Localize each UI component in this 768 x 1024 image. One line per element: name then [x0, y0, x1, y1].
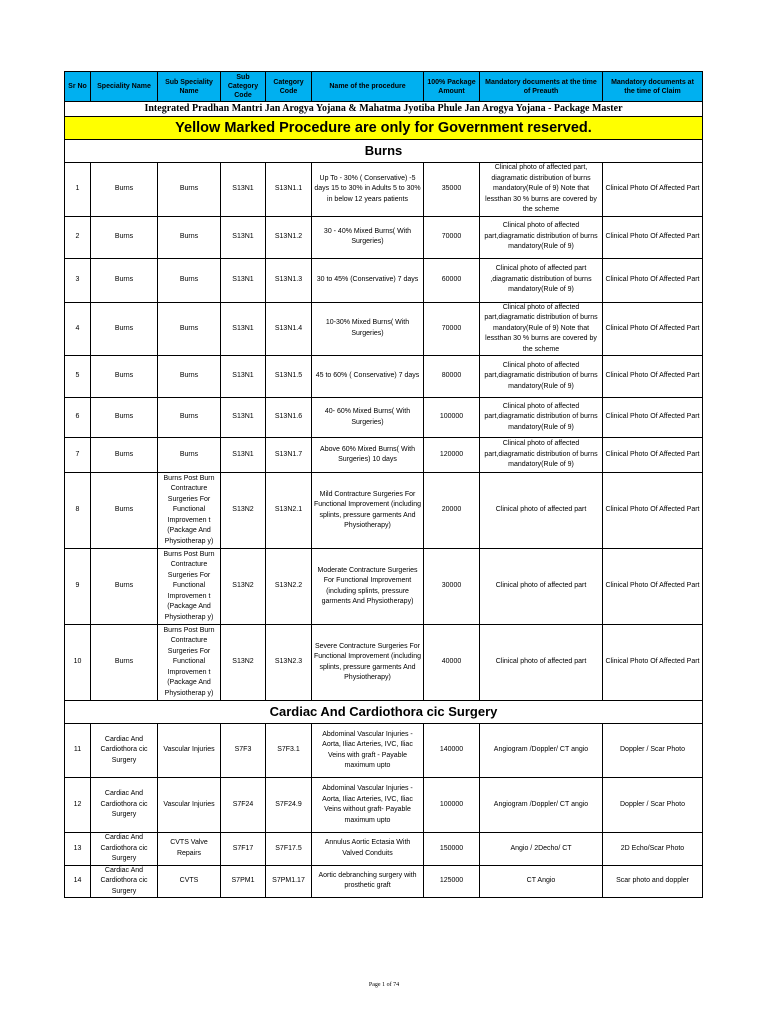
cell-preauth-documents: Clinical photo of affected part [480, 473, 603, 549]
table-row [65, 865, 703, 898]
cell-speciality-name: Cardiac And Cardiothora cic Surgery [91, 724, 158, 778]
cell-procedure-name: Abdominal Vascular Injuries - Aorta, Iliac Arteries, IVC, Iliac Veins with graft - Payable maximum upto [312, 724, 424, 778]
cell-category-code: S7F3.1 [266, 724, 312, 778]
cell-speciality-name: Cardiac And Cardiothora cic Surgery [91, 865, 158, 898]
cell-sr-no: 10 [65, 625, 91, 701]
cell-claim-documents: Scar photo and doppler [603, 865, 703, 898]
cell-sr-no: 3 [65, 258, 91, 302]
cell-preauth-documents: Clinical photo of affected part,diagramatic distribution of burns mandatory(Rule of 9) [480, 216, 603, 258]
header-sub-speciality-name: Sub Speciality Name [158, 72, 221, 102]
cell-category-code: S13N1.6 [266, 398, 312, 438]
cell-category-code: S13N1.2 [266, 216, 312, 258]
cell-preauth-documents: Angiogram /Doppler/ CT angio [480, 778, 603, 833]
cell-claim-documents: Clinical Photo Of Affected Part [603, 216, 703, 258]
cell-speciality-name: Burns [91, 216, 158, 258]
cell-sr-no: 4 [65, 302, 91, 356]
cell-procedure-name: Abdominal Vascular Injuries - Aorta, Iliac Arteries, IVC, Iliac Veins without graft- Payable maximum upto [312, 778, 424, 833]
cell-sr-no: 2 [65, 216, 91, 258]
table-row [65, 549, 703, 625]
cell-sub-speciality-name: Burns Post Burn Contracture Surgeries For Functional Improvemen t (Package And Physiotherap y) [158, 625, 221, 701]
cell-sub-speciality-name: Burns [158, 163, 221, 217]
cell-preauth-documents: Clinical photo of affected part,diagramatic distribution of burns mandatory(Rule of 9) [480, 356, 603, 398]
cell-claim-documents: Clinical Photo Of Affected Part [603, 356, 703, 398]
cell-sub-category-code: S7PM1 [221, 865, 266, 898]
cell-claim-documents: Doppler / Scar Photo [603, 724, 703, 778]
cell-procedure-name: 45 to 60% ( Conservative) 7 days [312, 356, 424, 398]
cell-speciality-name: Burns [91, 302, 158, 356]
cell-claim-documents: Clinical Photo Of Affected Part [603, 163, 703, 217]
cell-sub-speciality-name: Burns [158, 438, 221, 473]
notice-row [65, 117, 703, 140]
section-header-row [65, 701, 703, 724]
cell-procedure-name: Aortic debranching surgery with prosthetic graft [312, 865, 424, 898]
cell-sub-speciality-name: Burns [158, 302, 221, 356]
cell-sub-speciality-name: Burns [158, 398, 221, 438]
cell-sub-category-code: S13N2 [221, 549, 266, 625]
table-row [65, 724, 703, 778]
section-title: Burns [65, 140, 703, 163]
cell-procedure-name: Mild Contracture Surgeries For Functional Improvement (including splints, pressure garments And Physiotherapy) [312, 473, 424, 549]
cell-preauth-documents: Angiogram /Doppler/ CT angio [480, 724, 603, 778]
cell-speciality-name: Burns [91, 356, 158, 398]
cell-sr-no: 1 [65, 163, 91, 217]
cell-category-code: S7F24.9 [266, 778, 312, 833]
cell-sr-no: 9 [65, 549, 91, 625]
table-row [65, 258, 703, 302]
cell-sub-speciality-name: Vascular Injuries [158, 724, 221, 778]
cell-sr-no: 6 [65, 398, 91, 438]
cell-package-amount: 30000 [424, 549, 480, 625]
section-header-row [65, 140, 703, 163]
header-category-code: Category Code [266, 72, 312, 102]
cell-speciality-name: Burns [91, 549, 158, 625]
cell-sub-speciality-name: Burns [158, 258, 221, 302]
cell-speciality-name: Burns [91, 163, 158, 217]
cell-preauth-documents: Clinical photo of affected part [480, 625, 603, 701]
cell-package-amount: 120000 [424, 438, 480, 473]
cell-sr-no: 13 [65, 833, 91, 866]
cell-category-code: S13N1.7 [266, 438, 312, 473]
cell-package-amount: 40000 [424, 625, 480, 701]
table-row [65, 302, 703, 356]
cell-sub-speciality-name: Burns Post Burn Contracture Surgeries For Functional Improvemen t (Package And Physiotherap y) [158, 473, 221, 549]
cell-sub-category-code: S13N1 [221, 438, 266, 473]
cell-preauth-documents: Clinical photo of affected part, diagramatic distribution of burns mandatory(Rule of 9) Note that lessthan 30 % burns are covered by the scheme [480, 163, 603, 217]
cell-package-amount: 150000 [424, 833, 480, 866]
table-row [65, 778, 703, 833]
cell-sub-category-code: S13N1 [221, 398, 266, 438]
cell-preauth-documents: Clinical photo of affected part,diagramatic distribution of burns mandatory(Rule of 9) [480, 438, 603, 473]
table-header-row [65, 72, 703, 102]
government-reserved-notice: Yellow Marked Procedure are only for Government reserved. [65, 117, 703, 140]
cell-claim-documents: Clinical Photo Of Affected Part [603, 549, 703, 625]
cell-speciality-name: Cardiac And Cardiothora cic Surgery [91, 778, 158, 833]
cell-sub-category-code: S7F3 [221, 724, 266, 778]
table-row [65, 356, 703, 398]
cell-speciality-name: Burns [91, 625, 158, 701]
cell-sub-category-code: S13N2 [221, 625, 266, 701]
cell-preauth-documents: Clinical photo of affected part ,diagramatic distribution of burns mandatory(Rule of 9) [480, 258, 603, 302]
header-sr-no: Sr No [65, 72, 91, 102]
header-sub-category-code: Sub Category Code [221, 72, 266, 102]
cell-claim-documents: Clinical Photo Of Affected Part [603, 473, 703, 549]
cell-sub-category-code: S7F17 [221, 833, 266, 866]
page-number: Page 1 of 74 [368, 982, 400, 988]
cell-sub-category-code: S7F24 [221, 778, 266, 833]
cell-category-code: S13N2.2 [266, 549, 312, 625]
cell-speciality-name: Burns [91, 438, 158, 473]
cell-procedure-name: 40- 60% Mixed Burns( With Surgeries) [312, 398, 424, 438]
header-speciality-name: Speciality Name [91, 72, 158, 102]
document-title: Integrated Pradhan Mantri Jan Arogya Yojana & Mahatma Jyotiba Phule Jan Arogya Yojana - Package Master [65, 102, 703, 117]
cell-procedure-name: Severe Contracture Surgeries For Functional Improvement (including splints, pressure garments And Physiotherapy) [312, 625, 424, 701]
cell-category-code: S13N1.5 [266, 356, 312, 398]
cell-sr-no: 5 [65, 356, 91, 398]
cell-category-code: S13N2.1 [266, 473, 312, 549]
cell-category-code: S13N1.3 [266, 258, 312, 302]
cell-package-amount: 20000 [424, 473, 480, 549]
cell-sub-category-code: S13N1 [221, 258, 266, 302]
cell-package-amount: 140000 [424, 724, 480, 778]
cell-sr-no: 12 [65, 778, 91, 833]
cell-procedure-name: Up To - 30% ( Conservative) -5 days 15 to 30% in Adults 5 to 30% in below 12 years patients [312, 163, 424, 217]
cell-package-amount: 60000 [424, 258, 480, 302]
cell-category-code: S13N1.4 [266, 302, 312, 356]
cell-sub-speciality-name: Burns [158, 216, 221, 258]
cell-sub-speciality-name: CVTS Valve Repairs [158, 833, 221, 866]
cell-sr-no: 8 [65, 473, 91, 549]
cell-sub-category-code: S13N1 [221, 163, 266, 217]
header-procedure-name: Name of the procedure [312, 72, 424, 102]
cell-sub-speciality-name: CVTS [158, 865, 221, 898]
package-master-table [64, 71, 703, 898]
header-claim-documents: Mandatory documents at the time of Claim [603, 72, 703, 102]
table-row [65, 833, 703, 866]
cell-package-amount: 70000 [424, 302, 480, 356]
cell-preauth-documents: Clinical photo of affected part [480, 549, 603, 625]
table-row [65, 625, 703, 701]
cell-sub-category-code: S13N1 [221, 216, 266, 258]
cell-sr-no: 11 [65, 724, 91, 778]
table-row [65, 398, 703, 438]
cell-speciality-name: Burns [91, 473, 158, 549]
table-row [65, 473, 703, 549]
cell-procedure-name: 30 to 45% (Conservative) 7 days [312, 258, 424, 302]
cell-preauth-documents: Clinical photo of affected part,diagramatic distribution of burns mandatory(Rule of 9) [480, 398, 603, 438]
cell-claim-documents: 2D Echo/Scar Photo [603, 833, 703, 866]
cell-sub-speciality-name: Burns [158, 356, 221, 398]
cell-sr-no: 7 [65, 438, 91, 473]
cell-sub-category-code: S13N2 [221, 473, 266, 549]
cell-preauth-documents: CT Angio [480, 865, 603, 898]
table-row [65, 163, 703, 217]
cell-claim-documents: Clinical Photo Of Affected Part [603, 258, 703, 302]
document-title-row [65, 102, 703, 117]
cell-category-code: S13N2.3 [266, 625, 312, 701]
cell-package-amount: 70000 [424, 216, 480, 258]
table-row [65, 438, 703, 473]
cell-sub-speciality-name: Vascular Injuries [158, 778, 221, 833]
cell-category-code: S7F17.5 [266, 833, 312, 866]
cell-speciality-name: Burns [91, 398, 158, 438]
cell-procedure-name: Moderate Contracture Surgeries For Functional Improvement (including splints, pressure garments And Physiotherapy) [312, 549, 424, 625]
cell-package-amount: 35000 [424, 163, 480, 217]
cell-claim-documents: Doppler / Scar Photo [603, 778, 703, 833]
header-preauth-documents: Mandatory documents at the time of Preauth [480, 72, 603, 102]
cell-procedure-name: Above 60% Mixed Burns( With Surgeries) 10 days [312, 438, 424, 473]
section-title: Cardiac And Cardiothora cic Surgery [65, 701, 703, 724]
header-package-amount: 100% Package Amount [424, 72, 480, 102]
cell-category-code: S7PM1.17 [266, 865, 312, 898]
cell-preauth-documents: Angio / 2Decho/ CT [480, 833, 603, 866]
cell-procedure-name: 10-30% Mixed Burns( With Surgeries) [312, 302, 424, 356]
cell-claim-documents: Clinical Photo Of Affected Part [603, 398, 703, 438]
cell-procedure-name: Annulus Aortic Ectasia With Valved Conduits [312, 833, 424, 866]
table-row [65, 216, 703, 258]
cell-procedure-name: 30 - 40% Mixed Burns( With Surgeries) [312, 216, 424, 258]
cell-category-code: S13N1.1 [266, 163, 312, 217]
cell-sub-category-code: S13N1 [221, 302, 266, 356]
cell-preauth-documents: Clinical photo of affected part,diagramatic distribution of burns mandatory(Rule of 9) Note that lessthan 30 % burns are covered by the scheme [480, 302, 603, 356]
cell-claim-documents: Clinical Photo Of Affected Part [603, 302, 703, 356]
cell-package-amount: 100000 [424, 398, 480, 438]
cell-sub-category-code: S13N1 [221, 356, 266, 398]
cell-claim-documents: Clinical Photo Of Affected Part [603, 625, 703, 701]
cell-package-amount: 125000 [424, 865, 480, 898]
cell-sub-speciality-name: Burns Post Burn Contracture Surgeries For Functional Improvemen t (Package And Physiotherap y) [158, 549, 221, 625]
cell-speciality-name: Cardiac And Cardiothora cic Surgery [91, 833, 158, 866]
cell-sr-no: 14 [65, 865, 91, 898]
cell-claim-documents: Clinical Photo Of Affected Part [603, 438, 703, 473]
cell-package-amount: 80000 [424, 356, 480, 398]
cell-package-amount: 100000 [424, 778, 480, 833]
cell-speciality-name: Burns [91, 258, 158, 302]
